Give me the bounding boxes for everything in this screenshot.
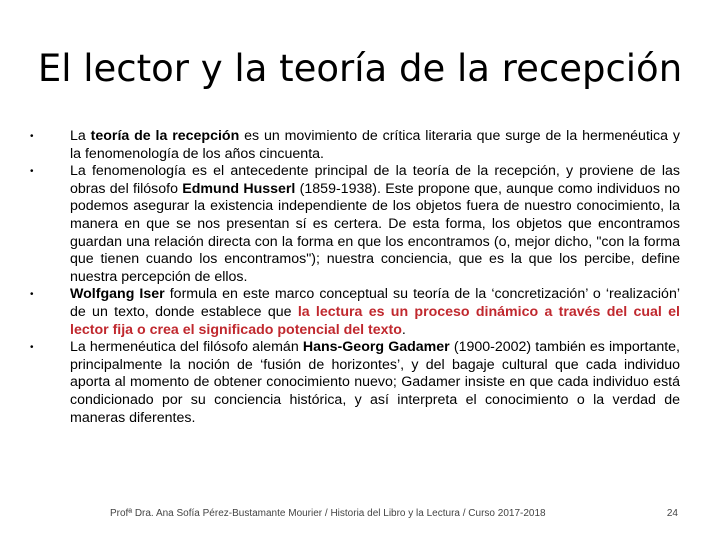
bullet-text-segment: La hermenéutica del filósofo alemán	[70, 339, 303, 356]
bullet-item	[30, 339, 680, 427]
page-number: 24	[666, 508, 678, 519]
bullet-item	[30, 128, 680, 163]
bullet-text-segment: (1900-2002) también es importante, principalmente la noción de ‘fusión de horizontes’, y del bagaje cultural que cada individuo aporta al momento de obtener conocimiento nuevo; Gadamer insiste en que cada individuo está condicionado por su conciencia histórica, y así interpreta el conocimiento o la verdad de maneras diferentes.	[70, 339, 681, 426]
bullet-text-segment: Edmund Husserl	[182, 180, 296, 197]
bullet-text-segment: teoría de la recepción	[90, 128, 240, 144]
bullet-icon: •	[30, 131, 34, 142]
bullet-icon: •	[30, 166, 34, 178]
bullet-text-segment: .	[401, 321, 406, 338]
bullet-icon: •	[30, 289, 34, 301]
bullet-text-segment: Hans-Georg Gadamer	[302, 339, 450, 356]
bullet-item	[30, 163, 680, 286]
bullet-text-segment: La	[70, 128, 91, 144]
slide-title: El lector y la teoría de la recepción	[37, 47, 683, 90]
bullet-text-segment: es un movimiento de crítica literaria que surge de la hermenéutica y la fenomenología de los años cincuenta.	[70, 128, 680, 162]
bullet-text-segment: Wolfgang Iser	[70, 286, 165, 303]
bullet-text-segment: formula en este marco conceptual su teoría de la ‘concretización’ o ‘realización’ de un texto, donde establece que	[70, 286, 680, 320]
bullet-icon: •	[30, 342, 34, 354]
bullet-item	[30, 286, 680, 339]
slide-footer: Profª Dra. Ana Sofía Pérez-Bustamante Mourier / Historia del Libro y la Lectura / Curso 2017-2018	[110, 508, 546, 519]
bullet-text-segment: La fenomenología es el antecedente principal de la teoría de la recepción, y proviene de las obras del filósofo	[70, 163, 680, 197]
bullet-list	[30, 128, 680, 427]
bullet-text-segment: (1859-1938). Este propone que, aunque como individuos no podemos asegurar la existencia independiente de los objetos fuera de nuestro conocimiento, la manera en que se nos presentan sí es certera. De esta forma, los objetos que encontramos guardan una relación directa con la forma en que los encontramos (o, mejor dicho, "con la forma que tienen cuando los encontramos"); nuestra conciencia, que es la que los percibe, define nuestra percepción de ellos.	[70, 180, 680, 285]
highlighted-text: la lectura es un proceso dinámico a través del cual el lector fija o crea el significado potencial del texto	[70, 303, 680, 338]
